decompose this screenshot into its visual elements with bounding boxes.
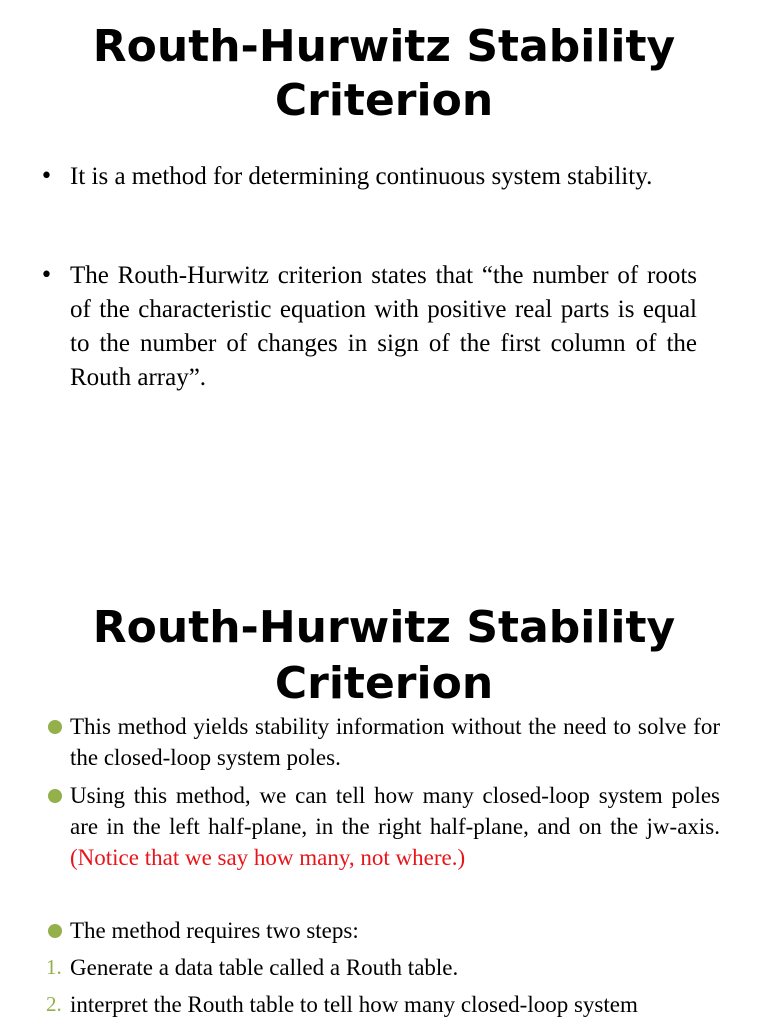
step-text: interpret the Routh table to tell how many closed-loop system [70, 992, 638, 1017]
bullet-dot-icon: • [40, 263, 53, 288]
green-bullet-icon [48, 924, 62, 938]
slide-2 [0, 560, 768, 1024]
slide-1-title-line-1: Routh-Hurwitz Stability [92, 21, 676, 72]
slide-2-bullet [70, 915, 720, 946]
bullet-dot-icon: • [40, 164, 53, 189]
step-number: 1. [46, 955, 62, 979]
slide-2-bullet-text: Using this method, we can tell how many closed-loop system poles are in the left half-plane, in the right half-plane, and on the jw-axis. [70, 783, 720, 839]
slide-2-step [46, 952, 720, 983]
slide-2-bullet [70, 780, 720, 873]
slide-2-title [0, 600, 768, 712]
slide-1-bullet [40, 160, 697, 194]
green-bullet-icon [48, 789, 62, 803]
step-number: 2. [46, 992, 62, 1016]
slide-2-red-note: (Notice that we say how many, not where.) [70, 845, 466, 870]
green-bullet-icon [48, 720, 62, 734]
slide-1-bullet [40, 259, 697, 395]
slide-2-title-line-1: Routh-Hurwitz Stability [92, 602, 676, 653]
slide-2-bullet-text: This method yields stability information without the need to solve for the closed-loop system poles. [70, 714, 720, 770]
slide-2-step [46, 989, 720, 1020]
slide-1-bullet-text: It is a method for determining continuous system stability. [70, 163, 653, 190]
slide-1-title [0, 20, 768, 128]
slide-2-bullet-text: The method requires two steps: [70, 918, 359, 943]
slide-2-title-line-2: Criterion [274, 658, 494, 709]
slide-2-bullet [70, 711, 720, 773]
slide-1-title-line-2: Criterion [274, 75, 494, 126]
step-text: Generate a data table called a Routh table. [70, 955, 459, 980]
slide-1-bullet-text: The Routh-Hurwitz criterion states that “the number of roots of the characteristic equation with positive real parts is equal to the number of changes in sign of the first column of the Routh array”. [70, 262, 697, 391]
